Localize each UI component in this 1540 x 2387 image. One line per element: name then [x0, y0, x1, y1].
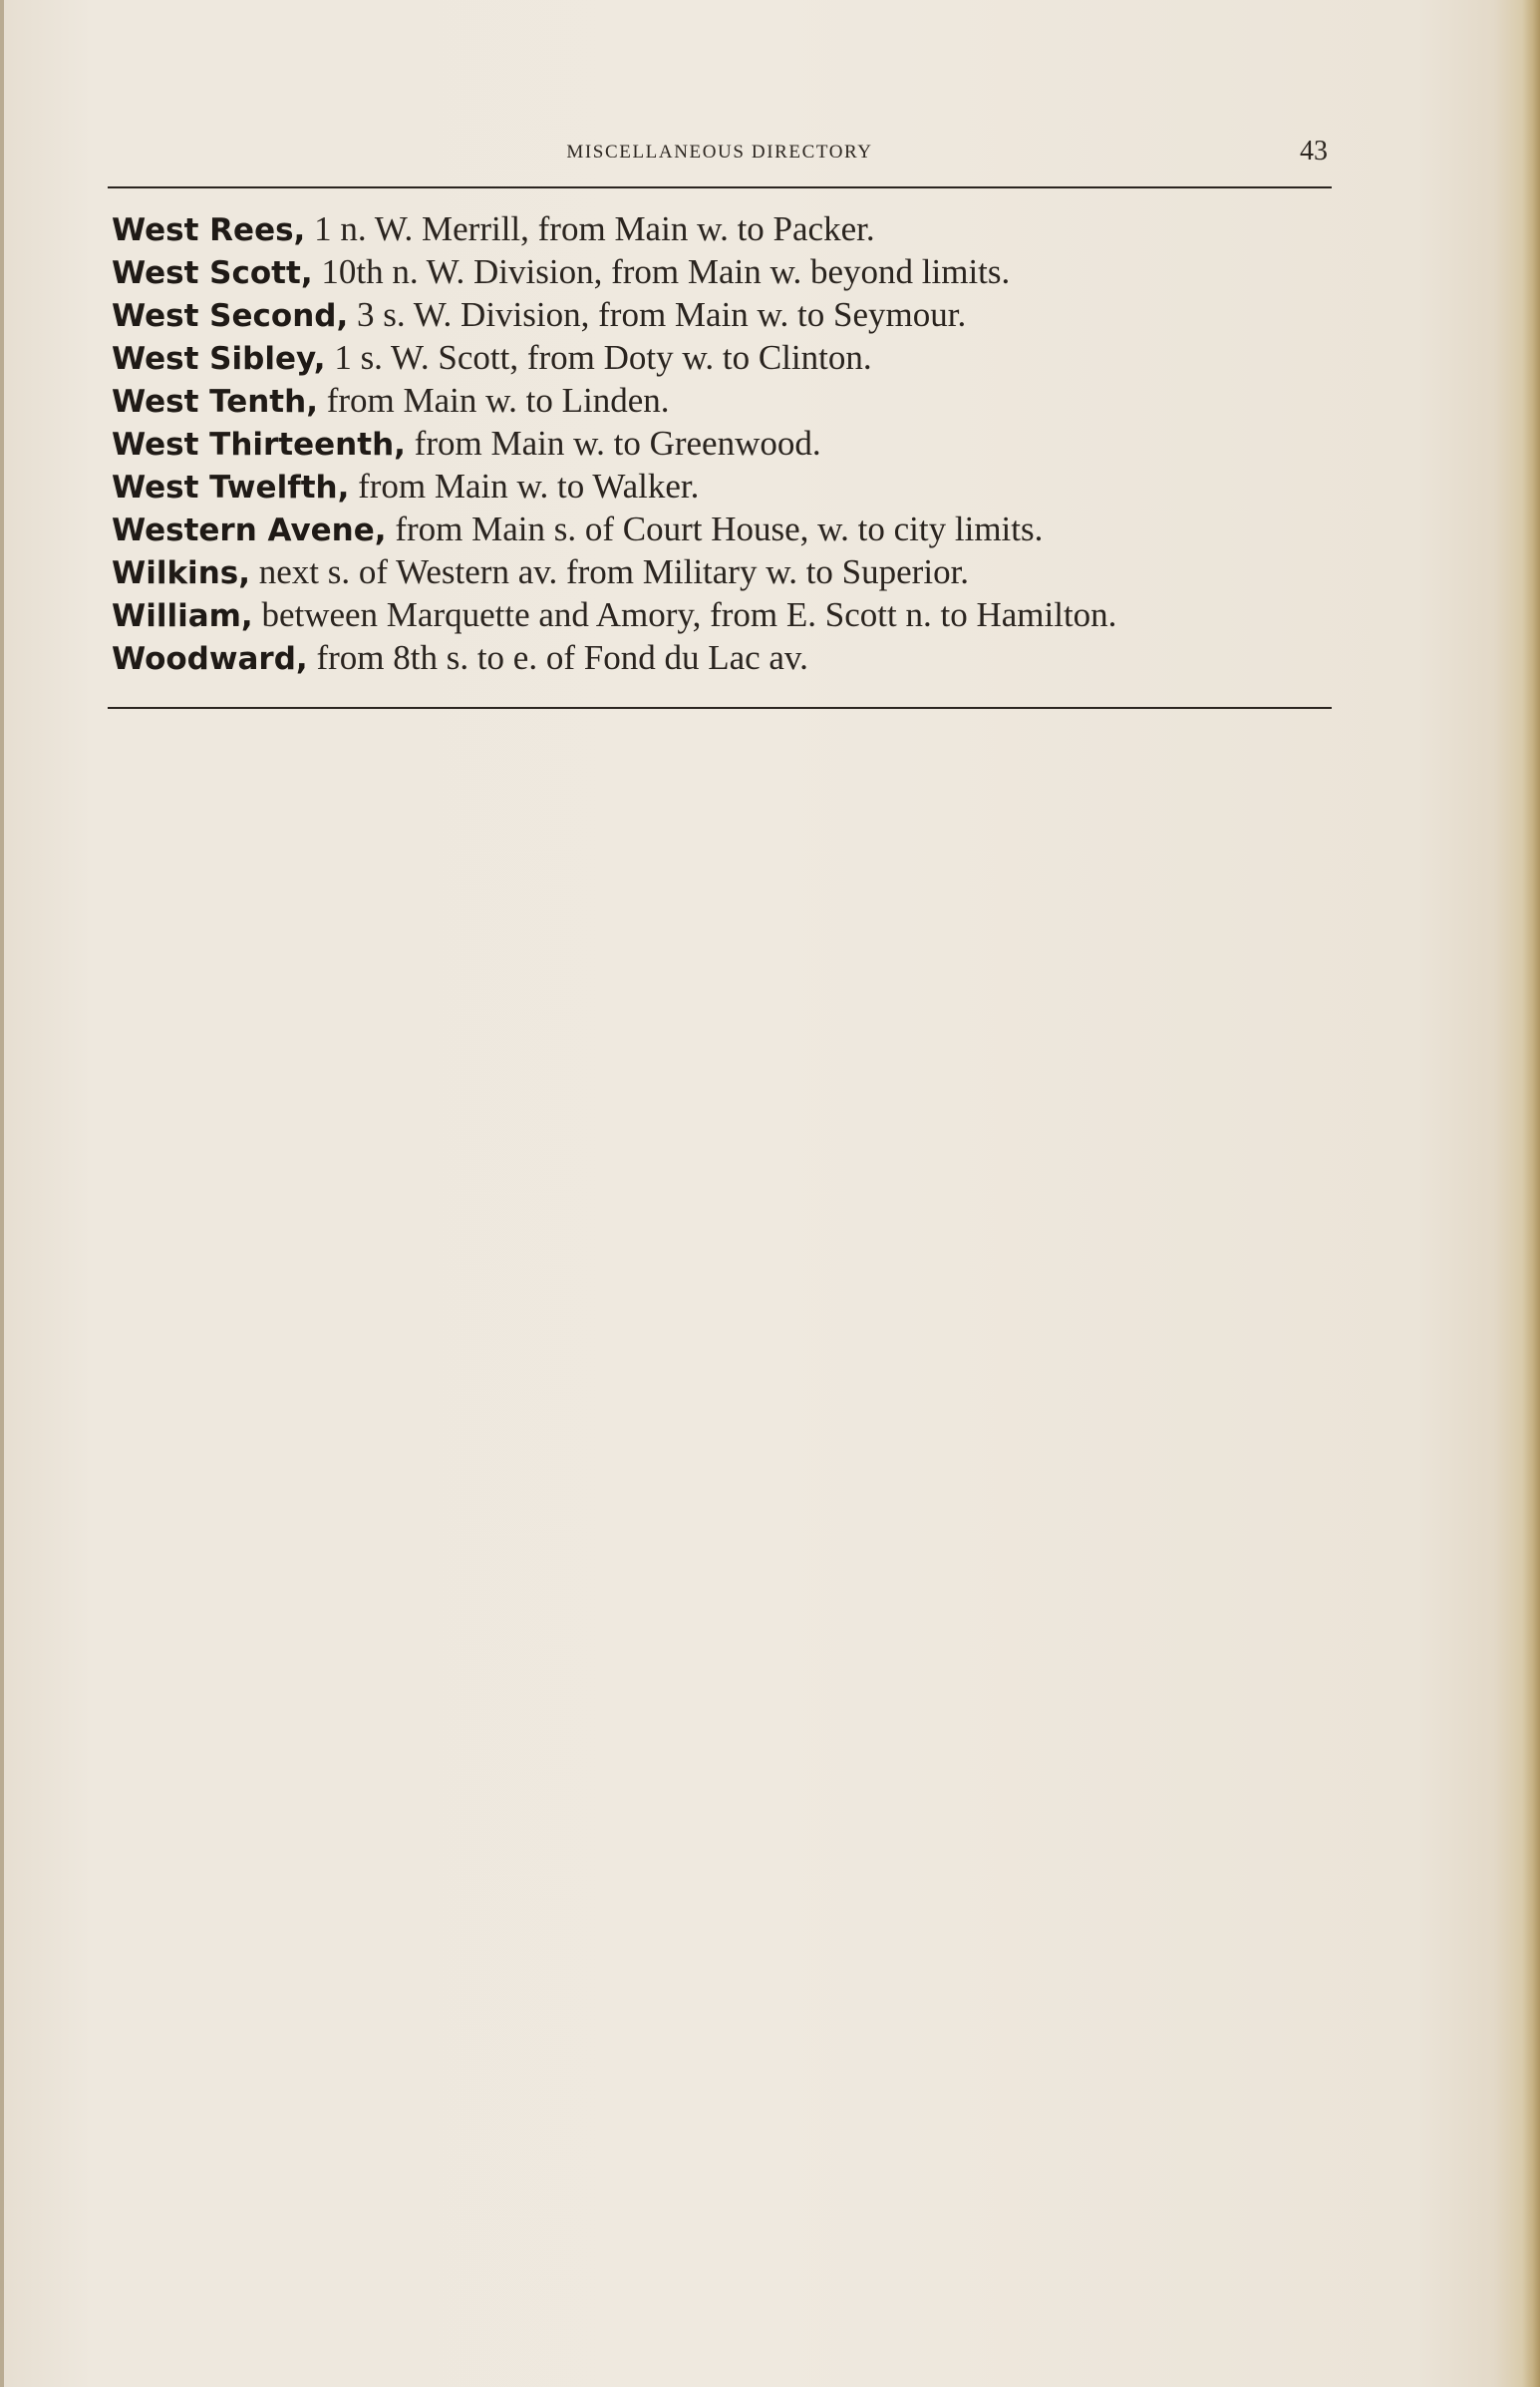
entry-street-name: Woodward, [112, 641, 308, 677]
entry-description: between Marquette and Amory, from E. Scott n. to Hamilton. [252, 595, 1117, 634]
entry-street-name: West Second, [112, 298, 349, 334]
directory-entries [112, 208, 1343, 680]
entry-street-name: West Tenth, [112, 384, 318, 420]
header-rule [108, 186, 1332, 188]
directory-entry [112, 594, 1343, 637]
directory-entry [112, 637, 1343, 680]
page-right-edge [1522, 0, 1540, 2387]
entry-description: 1 s. W. Scott, from Doty w. to Clinton. [325, 338, 872, 377]
entry-description: 10th n. W. Division, from Main w. beyond limits. [312, 252, 1011, 291]
entry-description: from Main w. to Walker. [349, 467, 700, 506]
footer-rule [108, 707, 1332, 709]
entry-description: next s. of Western av. from Military w. to Superior. [250, 552, 970, 591]
entry-description: from Main w. to Linden. [317, 381, 670, 420]
entry-street-name: Western Avene, [112, 512, 387, 548]
entry-description: from 8th s. to e. of Fond du Lac av. [307, 638, 808, 677]
running-header [108, 136, 1332, 175]
directory-entry [112, 509, 1343, 551]
directory-entry [112, 466, 1343, 509]
directory-entry [112, 551, 1343, 594]
header-title: MISCELLANEOUS DIRECTORY [566, 142, 873, 163]
entry-street-name: West Rees, [112, 212, 306, 248]
page-number: 43 [1300, 136, 1328, 167]
entry-description: from Main s. of Court House, w. to city limits. [386, 510, 1044, 548]
directory-entry [112, 423, 1343, 466]
directory-entry [112, 251, 1343, 294]
page-left-edge [0, 0, 4, 2387]
entry-street-name: Wilkins, [112, 555, 250, 591]
entry-description: 1 n. W. Merrill, from Main w. to Packer. [305, 209, 875, 248]
entry-description: 3 s. W. Division, from Main w. to Seymour. [348, 295, 967, 334]
entry-street-name: West Twelfth, [112, 470, 350, 506]
directory-entry [112, 208, 1343, 251]
directory-entry [112, 294, 1343, 337]
entry-street-name: West Scott, [112, 255, 313, 291]
entry-description: from Main w. to Greenwood. [405, 424, 821, 463]
entry-street-name: William, [112, 598, 253, 634]
directory-entry [112, 337, 1343, 380]
entry-street-name: West Thirteenth, [112, 427, 406, 463]
directory-entry [112, 380, 1343, 423]
entry-street-name: West Sibley, [112, 341, 326, 377]
